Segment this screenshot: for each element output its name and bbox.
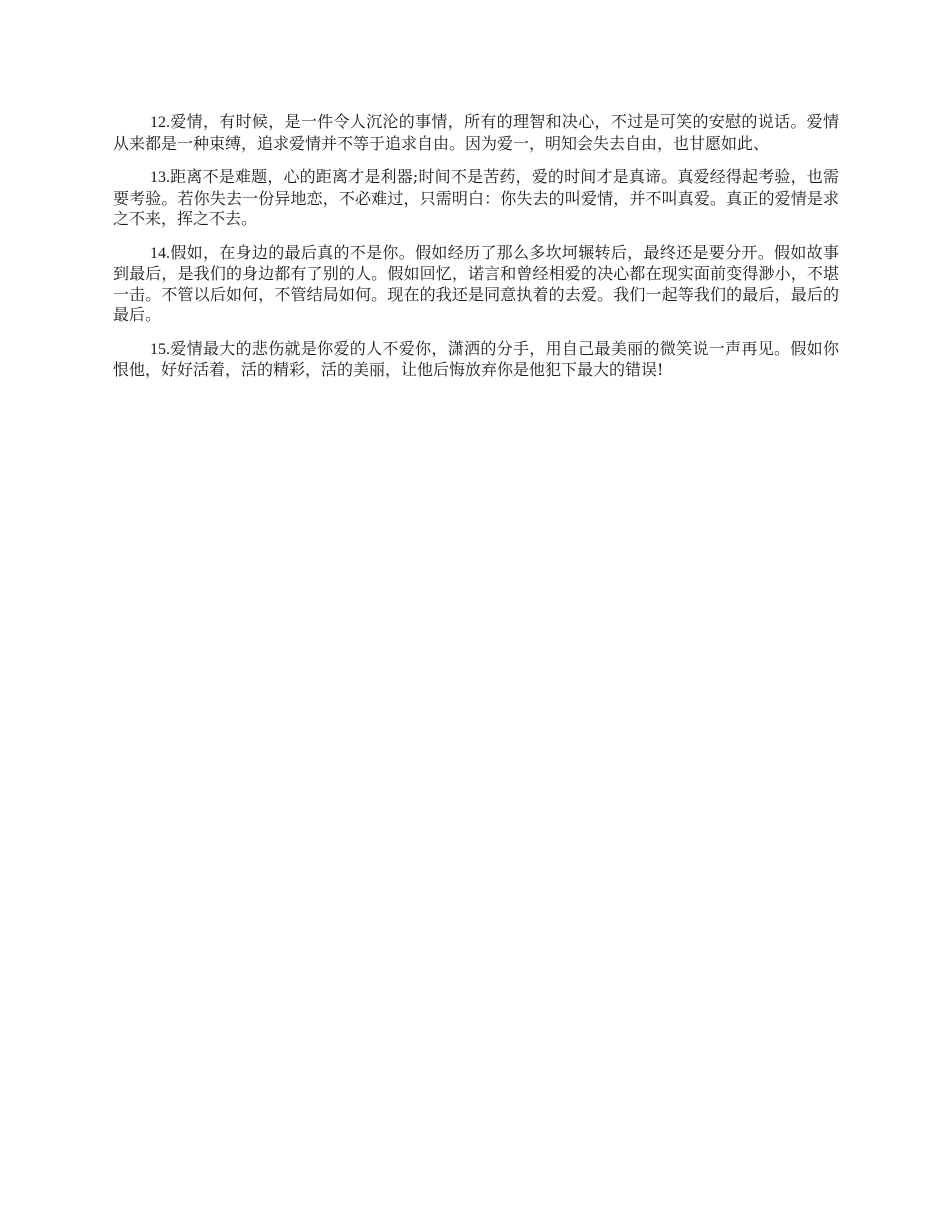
paragraph-text: 假如，在身边的最后真的不是你。假如经历了那么多坎坷辗转后，最终还是要分开。假如故事到最后，是我们的身边都有了别的人。假如回忆，诺言和曾经相爱的决心都在现实面前变得渺小，不堪一击。不管以后如何，不管结局如何。现在的我还是同意执着的去爱。我们一起等我们的最后，最后的最后。 [113,242,839,324]
paragraph-number: 12. [150,114,170,131]
paragraph-number: 13. [150,169,170,186]
document-body [113,112,839,394]
paragraph-number: 15. [150,340,170,358]
paragraph-number: 14. [150,244,170,262]
paragraph-15 [113,339,839,381]
paragraph-text: 爱情最大的悲伤就是你爱的人不爱你，潇洒的分手，用自己最美丽的微笑说一声再见。假如你恨他，好好活着，活的精彩，活的美丽，让他后悔放弃你是他犯下最大的错误! [113,338,839,379]
paragraph-text: 爱情，有时候，是一件令人沉沦的事情，所有的理智和决心，不过是可笑的安慰的说话。爱情从来都是一种束缚，追求爱情并不等于追求自由。因为爱一，明知会失去自由，也甘愿如此、 [113,112,839,153]
paragraph-13 [113,167,839,230]
paragraph-14 [113,243,839,326]
paragraph-12 [113,112,839,154]
paragraph-text: 距离不是难题，心的距离才是利器;时间不是苦药，爱的时间才是真谛。真爱经得起考验，也需要考验。若你失去一份异地恋，不必难过，只需明白：你失去的叫爱情，并不叫真爱。真正的爱情是求之不来，挥之不去。 [113,167,839,228]
